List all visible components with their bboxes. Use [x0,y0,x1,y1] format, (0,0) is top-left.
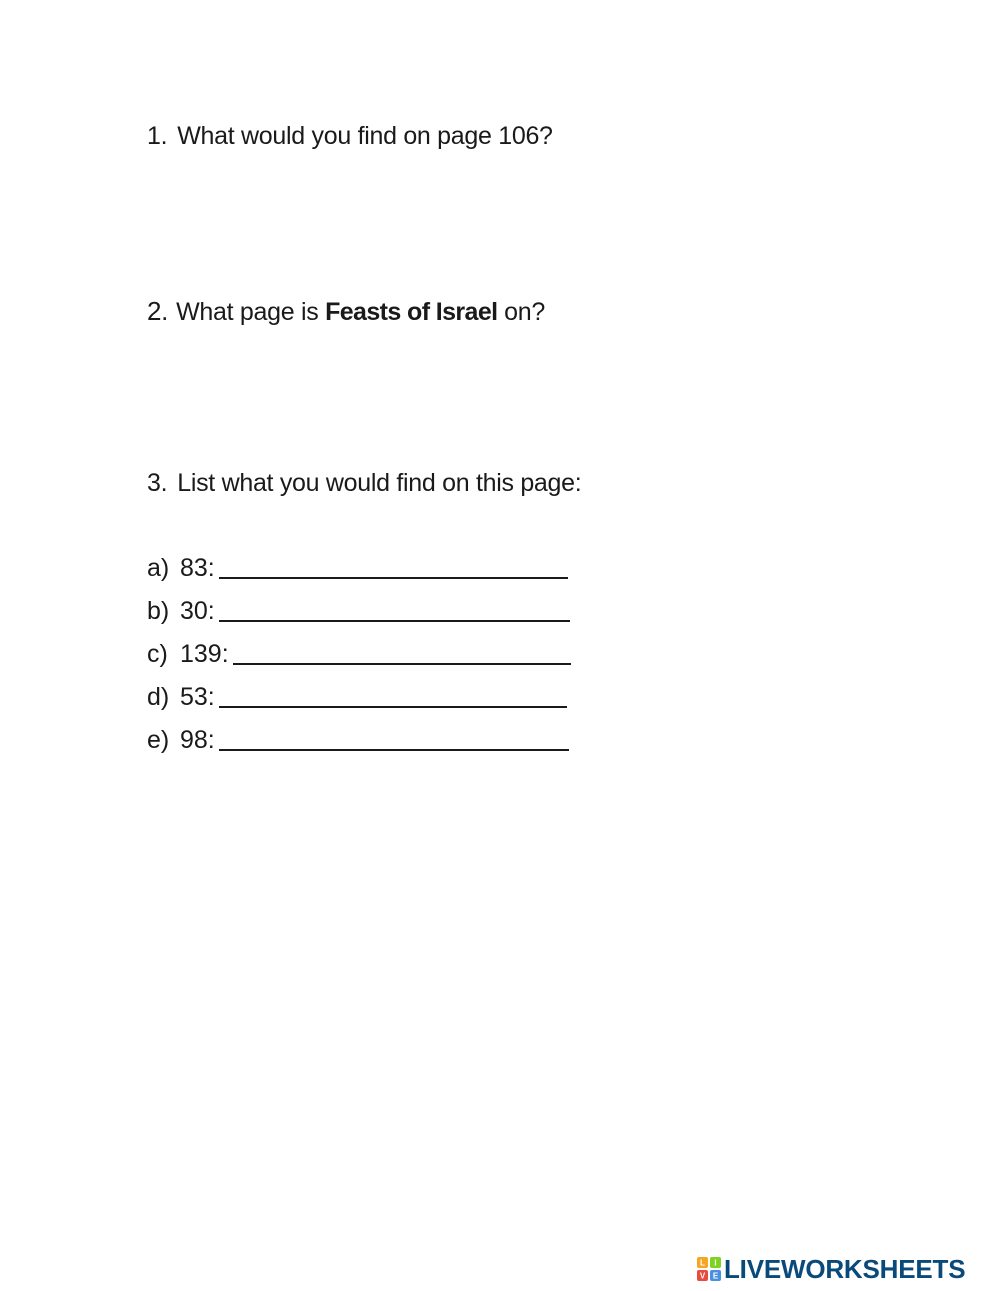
question-3 [147,468,581,498]
answer-page-number: 139: [180,640,229,668]
svg-text:I: I [714,1258,717,1268]
answer-row-c [147,639,571,669]
question-text: List what you would find on this page: [177,469,582,497]
answer-page-number: 53: [180,683,215,711]
question-emphasis: Feasts of Israel [325,298,498,326]
answer-blank-b[interactable] [219,596,570,622]
svg-text:L: L [700,1258,705,1268]
answer-page-number: 30: [180,597,215,625]
logo-text: LIVEWORKSHEETS [724,1253,966,1284]
question-number: 2. [147,296,169,326]
answer-page-number: 98: [180,726,215,754]
answer-letter: e) [147,726,170,754]
answer-letter: b) [147,597,170,625]
svg-text:V: V [699,1271,706,1281]
question-text-after: on? [497,298,545,326]
answer-letter: a) [147,554,170,582]
question-2 [147,296,545,327]
answer-blank-a[interactable] [219,553,568,579]
answer-row-b [147,596,570,626]
question-1 [147,121,553,151]
liveworksheets-logo[interactable] [697,1254,965,1284]
answer-blank-d[interactable] [219,682,567,708]
answer-letter: d) [147,683,170,711]
answer-row-d [147,682,567,712]
question-text-before: What page is [176,298,326,326]
question-number: 3. [147,469,168,497]
answer-row-e [147,725,569,755]
question-text: What would you find on page 106? [177,122,553,150]
answer-blank-e[interactable] [219,725,569,751]
answer-row-a [147,553,568,583]
question-number: 1. [147,122,168,150]
answer-blank-c[interactable] [233,639,571,665]
liveworksheets-logo-icon [697,1257,721,1281]
answer-page-number: 83: [180,554,215,582]
svg-text:E: E [712,1271,719,1281]
answer-letter: c) [147,640,168,668]
